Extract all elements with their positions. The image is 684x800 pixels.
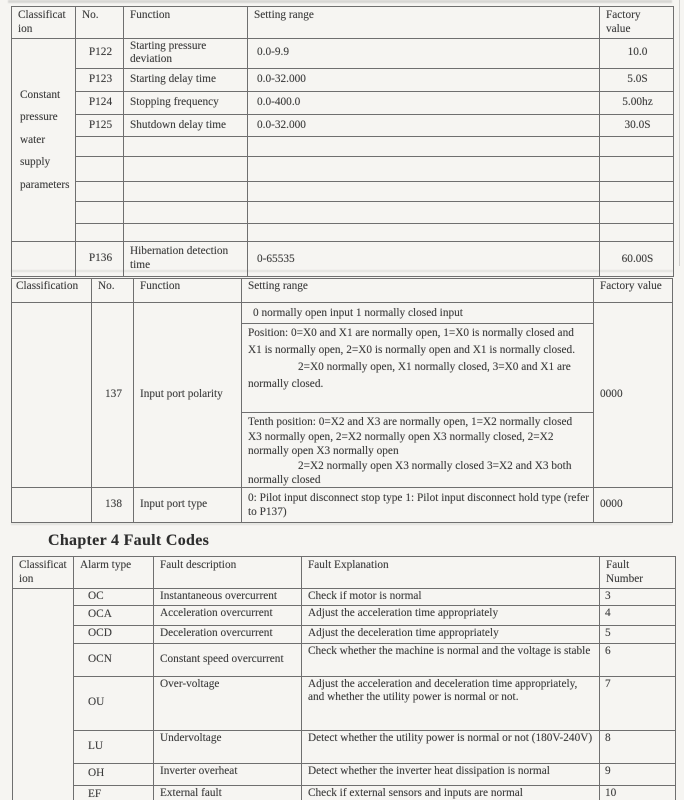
t3-header-fault-description: Fault description <box>154 557 302 589</box>
cell-no: P123 <box>76 69 124 92</box>
cell-alarm-type: OH <box>74 763 154 785</box>
t2-header-no: No. <box>92 279 134 303</box>
table-row <box>13 605 676 625</box>
table-header-row <box>12 7 674 39</box>
cell-alarm-type: LU <box>74 730 154 763</box>
empty-cell <box>248 137 600 157</box>
cell-function: Input port type <box>134 488 242 523</box>
setting-subcell: 0 normally open input 1 normally closed input <box>242 303 593 324</box>
cell-function: Input port polarity <box>134 303 242 488</box>
t3-header-fault-number <box>600 557 676 589</box>
cell-factory-value: 5.0S <box>600 69 674 92</box>
cell-factory-value: 0000 <box>594 488 673 523</box>
cell-alarm-type: EF <box>74 785 154 800</box>
header-line: ion <box>19 572 34 585</box>
cell-fault-number: 7 <box>600 676 676 730</box>
cell-setting-range: 0.0-32.000 <box>248 115 600 137</box>
cell-fault-number: 4 <box>600 605 676 625</box>
cell-no: 138 <box>92 488 134 523</box>
t3-header-classification <box>13 557 74 589</box>
pressure-parameters-table <box>11 6 674 277</box>
cell-fault-description: Constant speed overcurrent <box>154 643 302 676</box>
cell-fault-description: Deceleration overcurrent <box>154 625 302 643</box>
table-row <box>12 303 673 488</box>
empty-row <box>12 202 674 224</box>
t1-header-factory-value <box>600 7 674 39</box>
empty-cell <box>76 137 124 157</box>
setting-paragraph: Tenth position: 0=X2 and X3 are normally open, 1=X2 normally closed X3 normally open, 2=X2 normally open X3 normally closed, 2=X2 normally open X3 normally open <box>248 416 573 458</box>
cell-alarm-type: OCD <box>74 625 154 643</box>
empty-row <box>12 137 674 157</box>
setting-paragraph: 2=X0 normally open, X1 normally closed, 3=X0 and X1 are normally closed. <box>248 361 571 390</box>
cell-fault-explanation: Detect whether the inverter heat dissipation is normal <box>302 763 600 785</box>
empty-row <box>12 157 674 182</box>
cell-fault-number: 9 <box>600 763 676 785</box>
cell-function: Starting pressure deviation <box>124 38 248 69</box>
scan-shadow-under-table2 <box>11 523 672 525</box>
cell-no: P124 <box>76 92 124 115</box>
cell-factory-value: 60.00S <box>600 242 674 277</box>
t3-header-alarm-type: Alarm type <box>74 557 154 589</box>
empty-cell <box>124 137 248 157</box>
t1-classification-cell <box>12 38 76 242</box>
empty-cell <box>12 242 76 277</box>
setting-paragraph: 2=X2 normally open X3 normally closed 3=X2 and X3 both normally closed <box>248 459 572 487</box>
t3-classification-cell <box>13 588 74 800</box>
cell-no: P122 <box>76 38 124 69</box>
cell-fault-number: 10 <box>600 785 676 800</box>
empty-cell <box>248 224 600 242</box>
t1-header-no: No. <box>76 7 124 39</box>
setting-subcell <box>242 413 593 487</box>
t2-header-classification: Classification <box>12 279 92 303</box>
table-row <box>13 643 676 676</box>
table-row <box>13 763 676 785</box>
cell-fault-description: External fault <box>154 785 302 800</box>
table-row <box>12 115 674 137</box>
cell-fault-number: 5 <box>600 625 676 643</box>
cell-alarm-type: OCN <box>74 643 154 676</box>
cell-no: P136 <box>76 242 124 277</box>
classification-line: pressure <box>20 111 58 124</box>
empty-cell <box>124 224 248 242</box>
table-row <box>12 92 674 115</box>
empty-cell <box>600 224 674 242</box>
header-line: Classificat <box>19 559 67 571</box>
t3-header-fault-explanation: Fault Explanation <box>302 557 600 589</box>
cell-fault-explanation: Adjust the acceleration and deceleration time appropriately, and whether the utility power is normal or not. <box>302 676 600 730</box>
empty-row <box>12 224 674 242</box>
empty-cell <box>76 182 124 202</box>
cell-fault-description: Inverter overheat <box>154 763 302 785</box>
fault-codes-table <box>12 556 676 800</box>
t2-header-function: Function <box>134 279 242 303</box>
table-row <box>13 676 676 730</box>
t1-header-classification <box>12 7 76 39</box>
empty-cell <box>76 157 124 182</box>
empty-cell <box>124 202 248 224</box>
cell-alarm-type: OCA <box>74 605 154 625</box>
cell-alarm-type: OU <box>74 676 154 730</box>
cell-fault-description: Over-voltage <box>154 676 302 730</box>
cell-no: 137 <box>92 303 134 488</box>
table-row <box>13 785 676 800</box>
empty-cell <box>12 488 92 523</box>
empty-cell <box>124 182 248 202</box>
cell-setting-range: 0: Pilot input disconnect stop type 1: Pilot input disconnect hold type (refer to P137) <box>242 488 594 523</box>
cell-alarm-type: OC <box>74 588 154 605</box>
cell-setting-range: 0-65535 <box>248 242 600 277</box>
cell-factory-value: 30.0S <box>600 115 674 137</box>
cell-fault-number: 3 <box>600 588 676 605</box>
cell-function: Hibernation detection time <box>124 242 248 277</box>
cell-factory-value: 10.0 <box>600 38 674 69</box>
table-row <box>12 242 674 277</box>
setting-subcell <box>242 324 593 413</box>
t1-header-function: Function <box>124 7 248 39</box>
empty-cell <box>76 202 124 224</box>
empty-cell <box>124 157 248 182</box>
cell-function: Stopping frequency <box>124 92 248 115</box>
cell-fault-explanation: Adjust the acceleration time appropriately <box>302 605 600 625</box>
cell-factory-value: 0000 <box>594 303 673 488</box>
empty-cell <box>248 182 600 202</box>
cell-fault-number: 8 <box>600 730 676 763</box>
cell-fault-description: Acceleration overcurrent <box>154 605 302 625</box>
empty-cell <box>248 202 600 224</box>
chapter-heading: Chapter 4 Fault Codes <box>48 532 210 549</box>
empty-cell <box>600 137 674 157</box>
header-line: value <box>606 22 631 35</box>
header-line: ion <box>18 22 33 35</box>
t1-header-setting-range: Setting range <box>248 7 600 39</box>
scan-artifact-right-edge <box>679 0 680 266</box>
cell-factory-value: 5.00hz <box>600 92 674 115</box>
scan-artifact-top <box>8 0 672 3</box>
empty-cell <box>600 157 674 182</box>
cell-no: P125 <box>76 115 124 137</box>
setting-paragraph: Position: 0=X0 and X1 are normally open, 1=X0 is normally closed and X1 is normally open, 2=X0 is normally open and X1 is normally closed. <box>248 327 576 356</box>
cell-fault-explanation: Check if motor is normal <box>302 588 600 605</box>
table-row <box>12 38 674 69</box>
header-line: Fault <box>606 559 630 571</box>
empty-cell <box>76 224 124 242</box>
cell-setting-range: 0.0-9.9 <box>248 38 600 69</box>
empty-row <box>12 182 674 202</box>
table-row <box>13 588 676 605</box>
cell-fault-explanation: Adjust the deceleration time appropriately <box>302 625 600 643</box>
cell-function: Shutdown delay time <box>124 115 248 137</box>
classification-line: Constant <box>20 88 61 101</box>
t2-header-setting-range: Setting range <box>242 279 594 303</box>
empty-cell <box>600 202 674 224</box>
header-line: Classificat <box>18 9 66 21</box>
table-row <box>13 625 676 643</box>
header-line: Number <box>606 572 644 585</box>
cell-fault-explanation: Check if external sensors and inputs are normal <box>302 785 600 800</box>
table-header-row <box>13 557 676 589</box>
table-row <box>13 730 676 763</box>
cell-setting-range: 0.0-32.000 <box>248 69 600 92</box>
table-row <box>12 69 674 92</box>
cell-fault-number: 6 <box>600 643 676 676</box>
classification-line: supply <box>20 156 51 169</box>
cell-fault-explanation: Check whether the machine is normal and the voltage is stable <box>302 643 600 676</box>
table-row <box>12 488 673 523</box>
table-header-row <box>12 279 673 303</box>
classification-line: parameters <box>20 178 70 191</box>
cell-setting-range <box>242 303 594 488</box>
cell-setting-range: 0.0-400.0 <box>248 92 600 115</box>
header-line: Factory <box>606 9 641 21</box>
empty-cell <box>248 157 600 182</box>
empty-cell <box>600 182 674 202</box>
cell-fault-description: Undervoltage <box>154 730 302 763</box>
classification-line: water <box>20 133 46 146</box>
input-port-table <box>11 278 673 523</box>
cell-fault-explanation: Detect whether the utility power is normal or not (180V-240V) <box>302 730 600 763</box>
empty-cell <box>12 303 92 488</box>
cell-function: Starting delay time <box>124 69 248 92</box>
t2-header-factory-value: Factory value <box>594 279 673 303</box>
cell-fault-description: Instantaneous overcurrent <box>154 588 302 605</box>
